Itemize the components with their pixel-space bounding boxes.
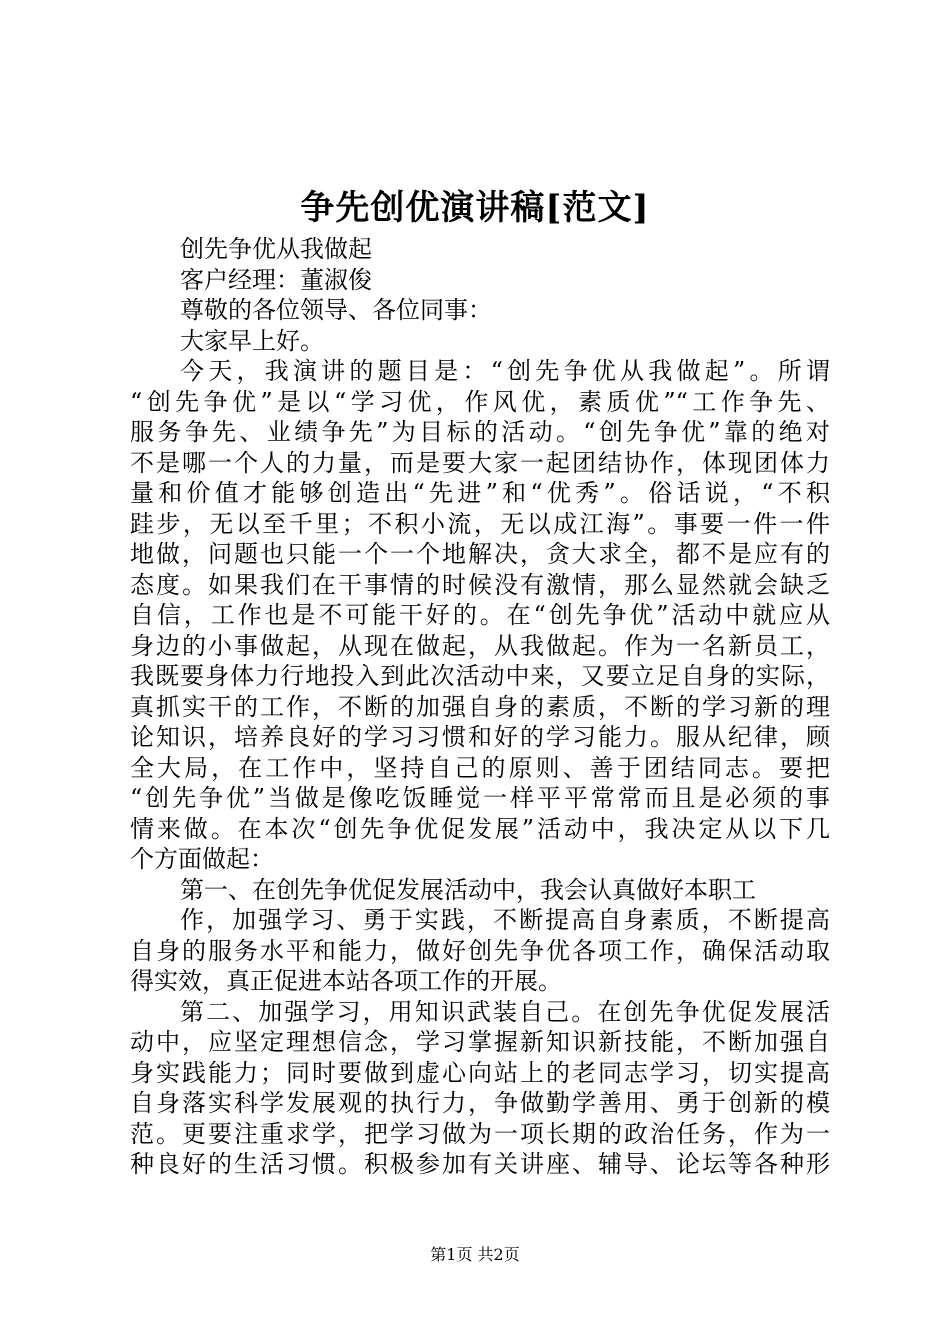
- body-line: 自信，工作也是不可能干好的。在“创先争优”活动中就应从: [130, 601, 830, 629]
- body-line: 地做，问题也只能一个一个地解决，贪大求全，都不是应有的: [130, 540, 830, 568]
- body-line: 自身落实科学发展观的执行力，争做勤学善用、勇于创新的模: [130, 1089, 830, 1117]
- body-line: 尊敬的各位领导、各位同事：: [180, 296, 492, 324]
- body-line: 态度。如果我们在干事情的时候没有激情，那么显然就会缺乏: [130, 570, 830, 599]
- document-body: [130, 234, 830, 1180]
- body-line: 论知识，培养良好的学习习惯和好的学习能力。服从纪律，顾: [130, 723, 830, 751]
- body-line: 真抓实干的工作，不断的加强自身的素质，不断的学习新的理: [130, 692, 830, 721]
- body-line: 第一、在创先争优促发展活动中，我会认真做好本职工: [180, 875, 756, 904]
- body-line: 作，加强学习、勇于实践，不断提高自身素质，不断提高: [180, 906, 830, 934]
- body-line: “创先争优”当做是像吃饭睡觉一样平平常常而且是必须的事: [130, 784, 830, 812]
- body-line: 跬步，无以至千里；不积小流，无以成江海”。事要一件一件: [130, 509, 830, 538]
- body-line: “创先争优”是以“学习优，作风优，素质优”“工作争先、: [130, 387, 830, 416]
- body-line: 自身的服务水平和能力，做好创先争优各项工作，确保活动取: [130, 936, 830, 965]
- body-line: 情来做。在本次“创先争优促发展”活动中，我决定从以下几: [130, 814, 830, 843]
- body-line: 大家早上好。: [180, 326, 324, 355]
- body-line: 种良好的生活习惯。积极参加有关讲座、辅导、论坛等各种形: [130, 1150, 830, 1178]
- body-line: 得实效，真正促进本站各项工作的开展。: [130, 967, 562, 995]
- body-line: 动中，应坚定理想信念，学习掌握新知识新技能，不断加强自: [130, 1028, 830, 1056]
- body-line: 服务争先、业绩争先”为目标的活动。“创先争优”靠的绝对: [130, 418, 830, 446]
- body-line: 我既要身体力行地投入到此次活动中来，又要立足自身的实际，: [130, 662, 830, 690]
- body-line: 范。更要注重求学，把学习做为一项长期的政治任务，作为一: [130, 1119, 830, 1148]
- body-line: 第二、加强学习，用知识武装自己。在创先争优促发展活: [180, 997, 830, 1026]
- body-line: 客户经理：董淑俊: [180, 265, 372, 294]
- body-line: 不是哪一个人的力量，而是要大家一起团结协作，体现团体力: [130, 448, 830, 477]
- body-line: 今天，我演讲的题目是：“创先争优从我做起”。所谓: [180, 357, 830, 385]
- page-footer: 第1页 共2页: [430, 1245, 520, 1264]
- body-line: 个方面做起：: [130, 845, 274, 873]
- document-title: 争先创优演讲稿[范文]: [300, 188, 650, 228]
- body-line: 创先争优从我做起: [180, 235, 372, 263]
- body-line: 身实践能力；同时要做到虚心向站上的老同志学习，切实提高: [130, 1058, 830, 1087]
- body-line: 身边的小事做起，从现在做起，从我做起。作为一名新员工，: [130, 631, 830, 660]
- body-line: 全大局，在工作中，坚持自己的原则、善于团结同志。要把: [130, 753, 830, 782]
- body-line: 量和价值才能够创造出“先进”和“优秀”。俗话说，“不积: [130, 479, 830, 507]
